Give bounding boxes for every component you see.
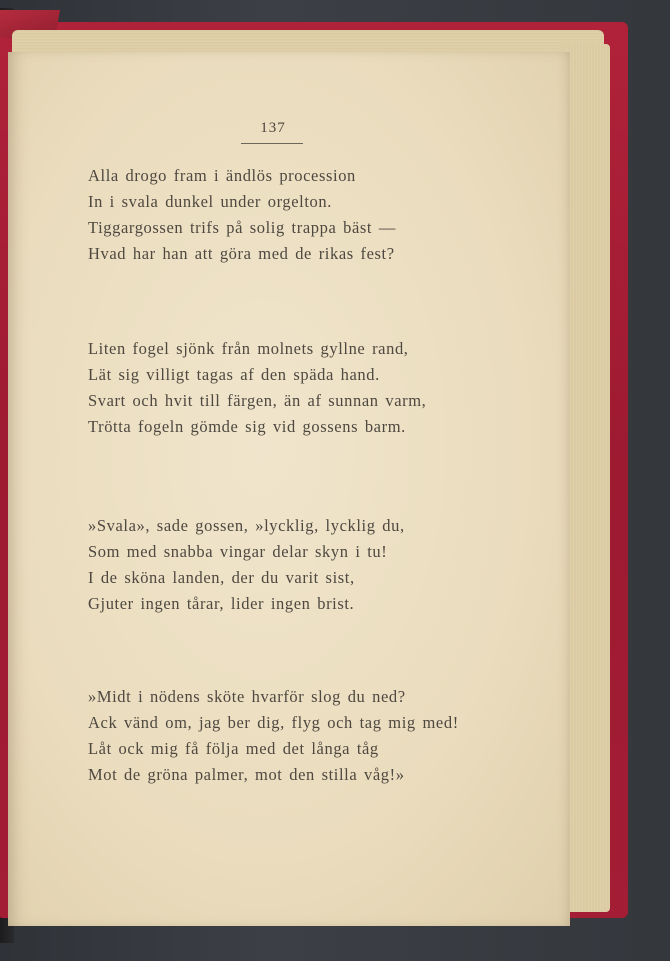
poem-line: Alla drogo fram i ändlös procession — [88, 166, 356, 185]
poem-line: I de sköna landen, der du varit sist, — [88, 568, 355, 587]
page-number: 137 — [260, 120, 286, 136]
poem-line: Gjuter ingen tårar, lider ingen brist. — [88, 594, 355, 613]
poem-line: Trötta fogeln gömde sig vid gossens barm. — [88, 417, 406, 436]
poem-line: Som med snabba vingar delar skyn i tu! — [88, 542, 388, 561]
poem-line: Tiggargossen trifs på solig trappa bäst — — [88, 218, 396, 237]
stanza-4 — [88, 684, 459, 788]
poem-line: »Svala», sade gossen, »lycklig, lycklig du, — [88, 516, 405, 535]
poem-line: Hvad har han att göra med de rikas fest? — [88, 244, 395, 263]
poem-line: Ack vänd om, jag ber dig, flyg och tag mig med! — [88, 713, 459, 732]
stanza-1 — [88, 163, 396, 267]
poem-line: Lät sig villigt tagas af den späda hand. — [88, 365, 380, 384]
poem-line: Mot de gröna palmer, mot den stilla våg!» — [88, 765, 405, 784]
stanza-3 — [88, 513, 405, 617]
poem-line: Liten fogel sjönk från molnets gyllne rand, — [88, 339, 409, 358]
poem-line: Svart och hvit till färgen, än af sunnan varm, — [88, 391, 427, 410]
poem-line: »Midt i nödens sköte hvarför slog du ned? — [88, 687, 406, 706]
poem-line: Låt ock mig få följa med det långa tåg — [88, 739, 379, 758]
stanza-2 — [88, 336, 426, 440]
poem-line: In i svala dunkel under orgelton. — [88, 192, 332, 211]
page-number-rule — [241, 143, 303, 144]
